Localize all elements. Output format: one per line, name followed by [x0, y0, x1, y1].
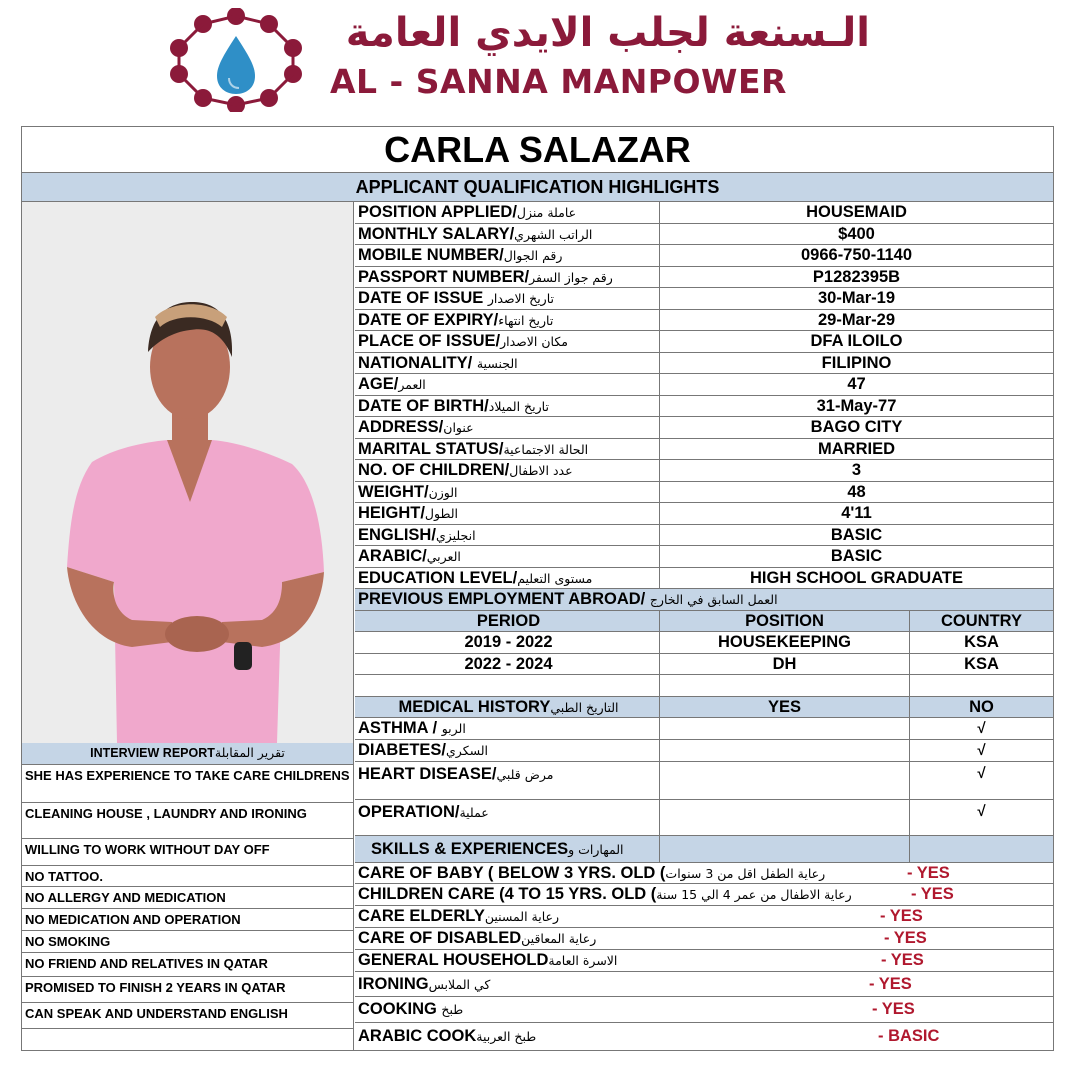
skill-row [355, 928, 1053, 950]
interview-item: NO FRIEND AND RELATIVES IN QATAR [22, 953, 354, 977]
skill-label: GENERAL HOUSEHOLD [358, 951, 549, 969]
detail-label: EDUCATION LEVEL/ [358, 569, 518, 587]
skill-label: CHILDREN CARE (4 TO 15 YRS. OLD ( [358, 885, 657, 903]
employment-header: POSITION [660, 611, 910, 631]
detail-label: ENGLISH/ [358, 526, 436, 544]
detail-row [355, 331, 1053, 353]
skill-label-ar: كي الملابس [428, 977, 491, 992]
medical-yes-header: YES [660, 697, 910, 717]
skill-answer: - YES [880, 907, 923, 925]
employment-row-empty [355, 675, 1053, 697]
detail-row [355, 245, 1053, 267]
company-name-arabic: الـسنعة لجلب الايدي العامة [345, 10, 870, 56]
applicant-name: CARLA SALAZAR [22, 127, 1053, 173]
detail-label: PLACE OF ISSUE/ [358, 332, 501, 350]
skill-answer: - YES [907, 864, 950, 882]
medical-label: ASTHMA / [358, 719, 442, 737]
company-name-english: AL - SANNA MANPOWER [330, 62, 787, 101]
detail-value: $400 [838, 225, 875, 243]
detail-label: PASSPORT NUMBER/ [358, 268, 530, 286]
interview-item: NO ALLERGY AND MEDICATION [22, 887, 354, 909]
detail-label-ar: الحالة الاجتماعية [503, 442, 589, 457]
detail-label: POSITION APPLIED/ [358, 203, 517, 221]
skill-label-ar: رعاية المسنين [484, 909, 560, 924]
detail-value: 31-May-77 [816, 397, 897, 415]
skill-label-ar: رعاية الطفل اقل من 3 سنوات [665, 866, 826, 881]
detail-label: NO. OF CHILDREN/ [358, 461, 510, 479]
employment-row [355, 632, 1053, 654]
detail-value: HOUSEMAID [806, 203, 907, 221]
skill-answer: - YES [872, 1000, 915, 1018]
detail-label-ar: الراتب الشهري [514, 227, 593, 242]
skill-row [355, 863, 1053, 884]
check-icon: √ [977, 720, 986, 737]
detail-label: HEIGHT/ [358, 504, 425, 522]
company-header [0, 0, 1086, 124]
detail-label: MOBILE NUMBER/ [358, 246, 504, 264]
medical-label-ar: السكري [446, 743, 489, 758]
applicant-photo [22, 202, 354, 743]
skill-answer: - YES [881, 951, 924, 969]
detail-row [355, 460, 1053, 482]
skill-label-ar: رعاية المعاقين [521, 931, 597, 946]
detail-value: P1282395B [812, 268, 901, 286]
detail-value: 0966-750-1140 [800, 246, 913, 264]
detail-row [355, 374, 1053, 396]
check-icon: √ [977, 803, 986, 820]
medical-label-ar: عملية [459, 805, 489, 820]
detail-value: MARRIED [818, 440, 895, 458]
medical-title-ar: التاريخ الطبي [550, 700, 619, 715]
detail-row [355, 310, 1053, 331]
interview-report-header [22, 743, 354, 765]
detail-row [355, 482, 1053, 503]
interview-item: NO TATTOO. [22, 866, 354, 887]
detail-value: FILIPINO [821, 354, 892, 372]
detail-value: 47 [847, 375, 866, 393]
detail-row [355, 546, 1053, 568]
detail-label-ar: رقم الجوال [503, 248, 563, 263]
interview-title: INTERVIEW REPORT [90, 746, 215, 760]
employment-period: 2022 - 2024 [355, 654, 660, 674]
detail-label-ar: عاملة منزل [516, 205, 577, 220]
company-logo-icon [163, 8, 309, 112]
employment-title-ar: العمل السابق في الخارج [649, 592, 778, 607]
detail-value: BAGO CITY [810, 418, 903, 436]
detail-label-ar: رقم جواز السفر [529, 270, 613, 285]
detail-row [355, 396, 1053, 417]
medical-row [355, 800, 1053, 836]
detail-label: MONTHLY SALARY/ [358, 225, 515, 243]
detail-label-ar: تاريخ انتهاء [498, 313, 554, 328]
employment-position: HOUSEKEEPING [660, 632, 910, 653]
detail-value: HIGH SCHOOL GRADUATE [750, 569, 963, 587]
applicant-sheet [21, 126, 1054, 1051]
skill-label: IRONING [358, 975, 429, 993]
detail-value: DFA ILOILO [810, 332, 903, 350]
interview-item: WILLING TO WORK WITHOUT DAY OFF [22, 839, 354, 866]
medical-label-ar: الربو [441, 721, 466, 736]
skill-answer: - YES [884, 929, 927, 947]
detail-row [355, 202, 1053, 224]
detail-label-ar: عنوان [443, 420, 474, 435]
skill-answer: - BASIC [878, 1027, 940, 1045]
skill-row [355, 884, 1053, 906]
detail-row [355, 417, 1053, 439]
detail-value: 48 [847, 483, 866, 501]
employment-country: KSA [964, 655, 999, 673]
detail-label: DATE OF EXPIRY/ [358, 311, 499, 329]
detail-row [355, 503, 1053, 525]
skill-row [355, 950, 1053, 972]
detail-row [355, 568, 1053, 589]
detail-row [355, 288, 1053, 310]
skill-answer: - YES [911, 885, 954, 903]
skill-label-ar: رعاية الاطفال من عمر 4 الي 15 سنة [656, 887, 852, 902]
interview-item: NO MEDICATION AND OPERATION [22, 909, 354, 931]
skills-title-ar: المهارات و [568, 842, 624, 857]
skill-label: CARE OF BABY ( BELOW 3 YRS. OLD ( [358, 864, 666, 882]
detail-value: 3 [851, 461, 862, 479]
skill-row [355, 997, 1053, 1023]
employment-title-row [355, 589, 1053, 611]
medical-row [355, 762, 1053, 800]
person-photo-icon [22, 202, 354, 743]
detail-value: 4'11 [841, 504, 872, 522]
medical-title: MEDICAL HISTORY [398, 698, 551, 716]
detail-label-ar: تاريخ الاصدار [487, 291, 555, 306]
interview-item-empty [22, 1029, 354, 1051]
interview-item: PROMISED TO FINISH 2 YEARS IN QATAR [22, 977, 354, 1003]
detail-value: 30-Mar-19 [817, 289, 896, 307]
interview-title-ar: تقرير المقابلة [214, 745, 285, 760]
skill-label-ar: طبخ [441, 1002, 464, 1017]
skill-label: CARE OF DISABLED [358, 929, 522, 947]
detail-label: WEIGHT/ [358, 483, 429, 501]
detail-label-ar: العمر [398, 377, 426, 392]
detail-label: DATE OF ISSUE [358, 289, 488, 307]
detail-label-ar: مستوى التعليم [517, 571, 593, 586]
skill-row [355, 1023, 1053, 1050]
interview-item: CAN SPEAK AND UNDERSTAND ENGLISH [22, 1003, 354, 1029]
skill-answer: - YES [869, 975, 912, 993]
detail-label-ar: مكان الاصدار [500, 334, 568, 349]
detail-label-ar: انجليزي [435, 528, 476, 543]
medical-header-row [355, 697, 1053, 718]
detail-label-ar: الجنسية [476, 356, 518, 371]
medical-no-header: NO [969, 698, 994, 716]
detail-label: AGE/ [358, 375, 399, 393]
skill-label: CARE ELDERLY [358, 907, 485, 925]
skill-label-ar: الاسرة العامة [548, 953, 618, 968]
employment-title: PREVIOUS EMPLOYMENT ABROAD/ [358, 590, 646, 608]
section-title: APPLICANT QUALIFICATION HIGHLIGHTS [22, 173, 1053, 202]
detail-label: NATIONALITY/ [358, 354, 477, 372]
detail-row [355, 353, 1053, 374]
skills-title: SKILLS & EXPERIENCES [371, 840, 569, 858]
medical-row [355, 740, 1053, 762]
interview-item: NO SMOKING [22, 931, 354, 953]
skill-label: COOKING [358, 1000, 442, 1018]
employment-header-row [355, 611, 1053, 632]
employment-header: COUNTRY [941, 612, 1022, 630]
interview-item: SHE HAS EXPERIENCE TO TAKE CARE CHILDRENS [22, 765, 354, 803]
detail-label: MARITAL STATUS/ [358, 440, 504, 458]
medical-label: OPERATION/ [358, 803, 460, 821]
detail-value: 29-Mar-29 [817, 311, 896, 329]
detail-label-ar: العربي [426, 549, 461, 564]
medical-row [355, 718, 1053, 740]
employment-row [355, 654, 1053, 675]
employment-header: PERIOD [355, 611, 660, 631]
skill-label: ARABIC COOK [358, 1027, 477, 1045]
detail-label-ar: الوزن [428, 485, 458, 500]
skills-header-row [355, 836, 1053, 863]
detail-value: BASIC [830, 547, 883, 565]
detail-row [355, 267, 1053, 288]
detail-value: BASIC [830, 526, 883, 544]
employment-position: DH [660, 654, 910, 674]
detail-label-ar: عدد الاطفال [509, 463, 573, 478]
detail-row [355, 224, 1053, 245]
detail-label-ar: تاريخ الميلاد [488, 399, 549, 414]
check-icon: √ [977, 742, 986, 759]
employment-period: 2019 - 2022 [355, 632, 660, 653]
detail-row [355, 439, 1053, 460]
interview-item: CLEANING HOUSE , LAUNDRY AND IRONING [22, 803, 354, 839]
detail-label: ADDRESS/ [358, 418, 444, 436]
medical-label-ar: مرض قلبي [496, 767, 554, 782]
medical-label: HEART DISEASE/ [358, 765, 497, 783]
employment-country: KSA [964, 633, 999, 651]
detail-label: DATE OF BIRTH/ [358, 397, 489, 415]
detail-row [355, 525, 1053, 546]
skill-row [355, 972, 1053, 997]
medical-label: DIABETES/ [358, 741, 447, 759]
skill-label-ar: طبخ العربية [476, 1029, 537, 1044]
detail-label-ar: الطول [424, 506, 458, 521]
skill-row [355, 906, 1053, 928]
detail-label: ARABIC/ [358, 547, 427, 565]
check-icon: √ [977, 765, 986, 782]
